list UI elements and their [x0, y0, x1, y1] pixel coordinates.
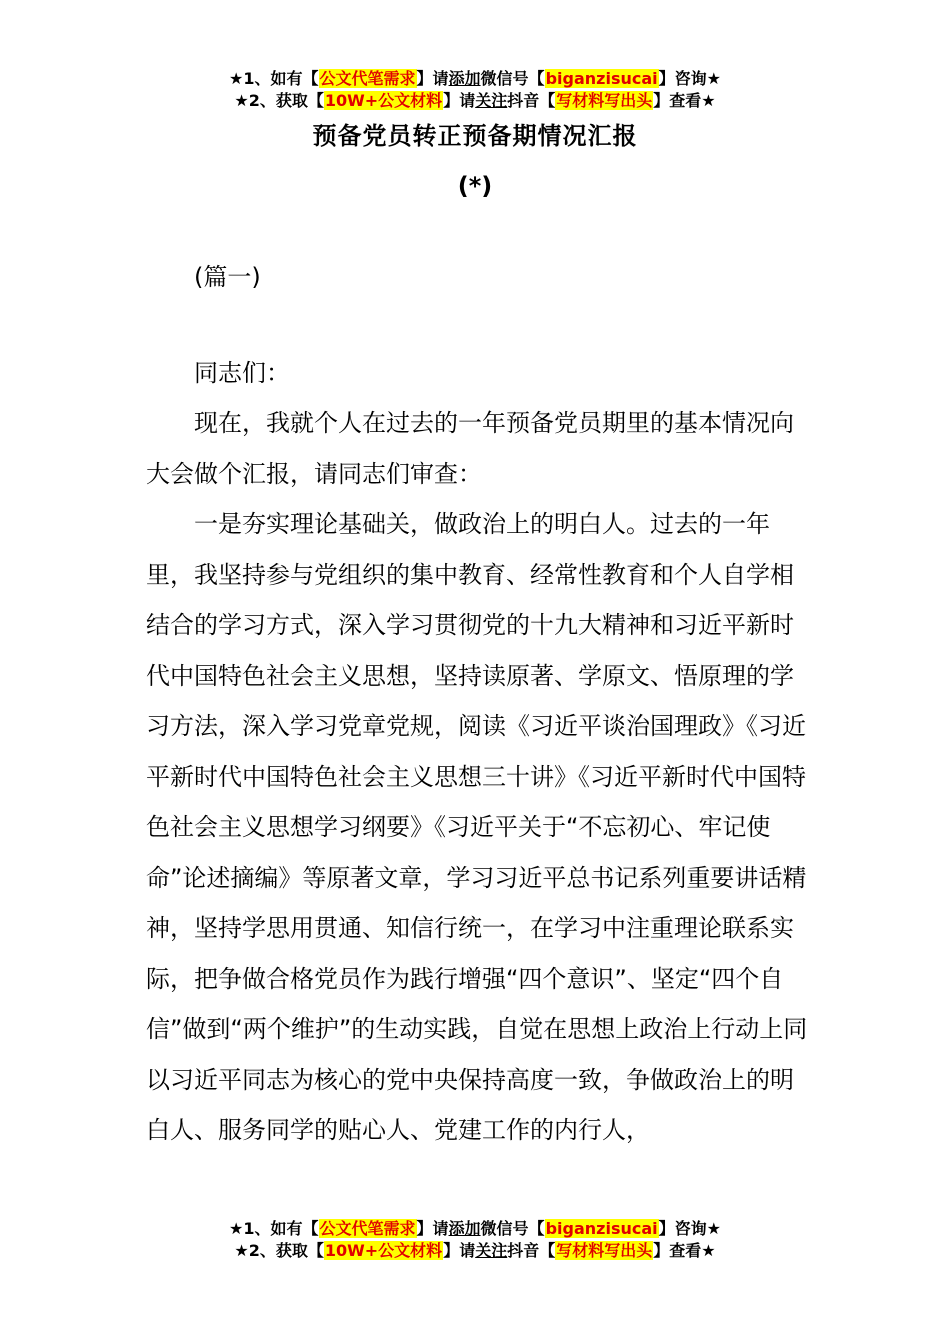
banner-underline: 添加	[448, 69, 481, 88]
banner-text: ★1、如有【	[229, 69, 319, 88]
banner-underline: 添加	[448, 1219, 481, 1238]
banner-text: 】咨询★	[658, 1219, 721, 1238]
document-subtitle: (*)	[457, 172, 493, 200]
banner-text: 】咨询★	[658, 69, 721, 88]
banner-text: 微信号【	[480, 1219, 545, 1238]
banner-line-1	[0, 68, 950, 90]
banner-text: 】查看★	[653, 91, 716, 110]
banner-text: 】请	[443, 1241, 476, 1260]
header-banner	[0, 68, 950, 112]
section-label: (篇一)	[194, 263, 261, 291]
banner-line-2	[0, 90, 950, 112]
banner-highlight: 公文代笔需求	[319, 1219, 416, 1238]
banner-line-1	[0, 1218, 950, 1240]
banner-text: 抖音【	[507, 91, 556, 110]
banner-underline: 关注	[475, 1241, 508, 1260]
banner-text: ★1、如有【	[229, 1219, 319, 1238]
banner-highlight: 10W+公文材料	[324, 91, 443, 110]
banner-text: 】请	[443, 91, 476, 110]
banner-text: ★2、获取【	[234, 1241, 324, 1260]
banner-text: 抖音【	[507, 1241, 556, 1260]
footer-banner	[0, 1218, 950, 1262]
banner-highlight: 公文代笔需求	[319, 69, 416, 88]
body-paragraph: 一是夯实理论基础关，做政治上的明白人。过去的一年里，我坚持参与党组织的集中教育、经常性教育和个人自学相结合的学习方式，深入学习贯彻党的十九大精神和习近平新时代中国特色社会主义思想，坚持读原著、学原文、悟原理的学习方法，深入学习党章党规，阅读《习近平谈治国理政》《习近平新时代中国特色社会主义思想三十讲》《习近平新时代中国特色社会主义思想学习纲要》《习近平关于“不忘初心、牢记使命”论述摘编》等原著文章，学习习近平总书记系列重要讲话精神，坚持学思用贯通、知信行统一，在学习中注重理论联系实际，把争做合格党员作为践行增强“四个意识”、坚定“四个自信”做到“两个维护”的生动实践，自觉在思想上政治上行动上同以习近平同志为核心的党中央保持高度一致，争做政治上的明白人、服务同学的贴心人、党建工作的内行人，	[146, 510, 808, 1144]
salutation: 同志们：	[194, 359, 290, 387]
banner-text: 】查看★	[653, 1241, 716, 1260]
body-paragraph: 现在，我就个人在过去的一年预备党员期里的基本情况向大会做个汇报，请同志们审查：	[146, 409, 794, 488]
banner-highlight: 10W+公文材料	[324, 1241, 443, 1260]
banner-highlight: biganzisucai	[545, 69, 658, 88]
banner-line-2	[0, 1240, 950, 1262]
banner-text: ★2、获取【	[234, 91, 324, 110]
banner-text: 】请	[416, 69, 449, 88]
banner-text: 微信号【	[480, 69, 545, 88]
banner-highlight: biganzisucai	[545, 1219, 658, 1238]
banner-highlight: 写材料写出头	[556, 1241, 653, 1260]
document-title: 预备党员转正预备期情况汇报	[312, 122, 638, 150]
banner-highlight: 写材料写出头	[556, 91, 653, 110]
banner-text: 】请	[416, 1219, 449, 1238]
banner-underline: 关注	[475, 91, 508, 110]
